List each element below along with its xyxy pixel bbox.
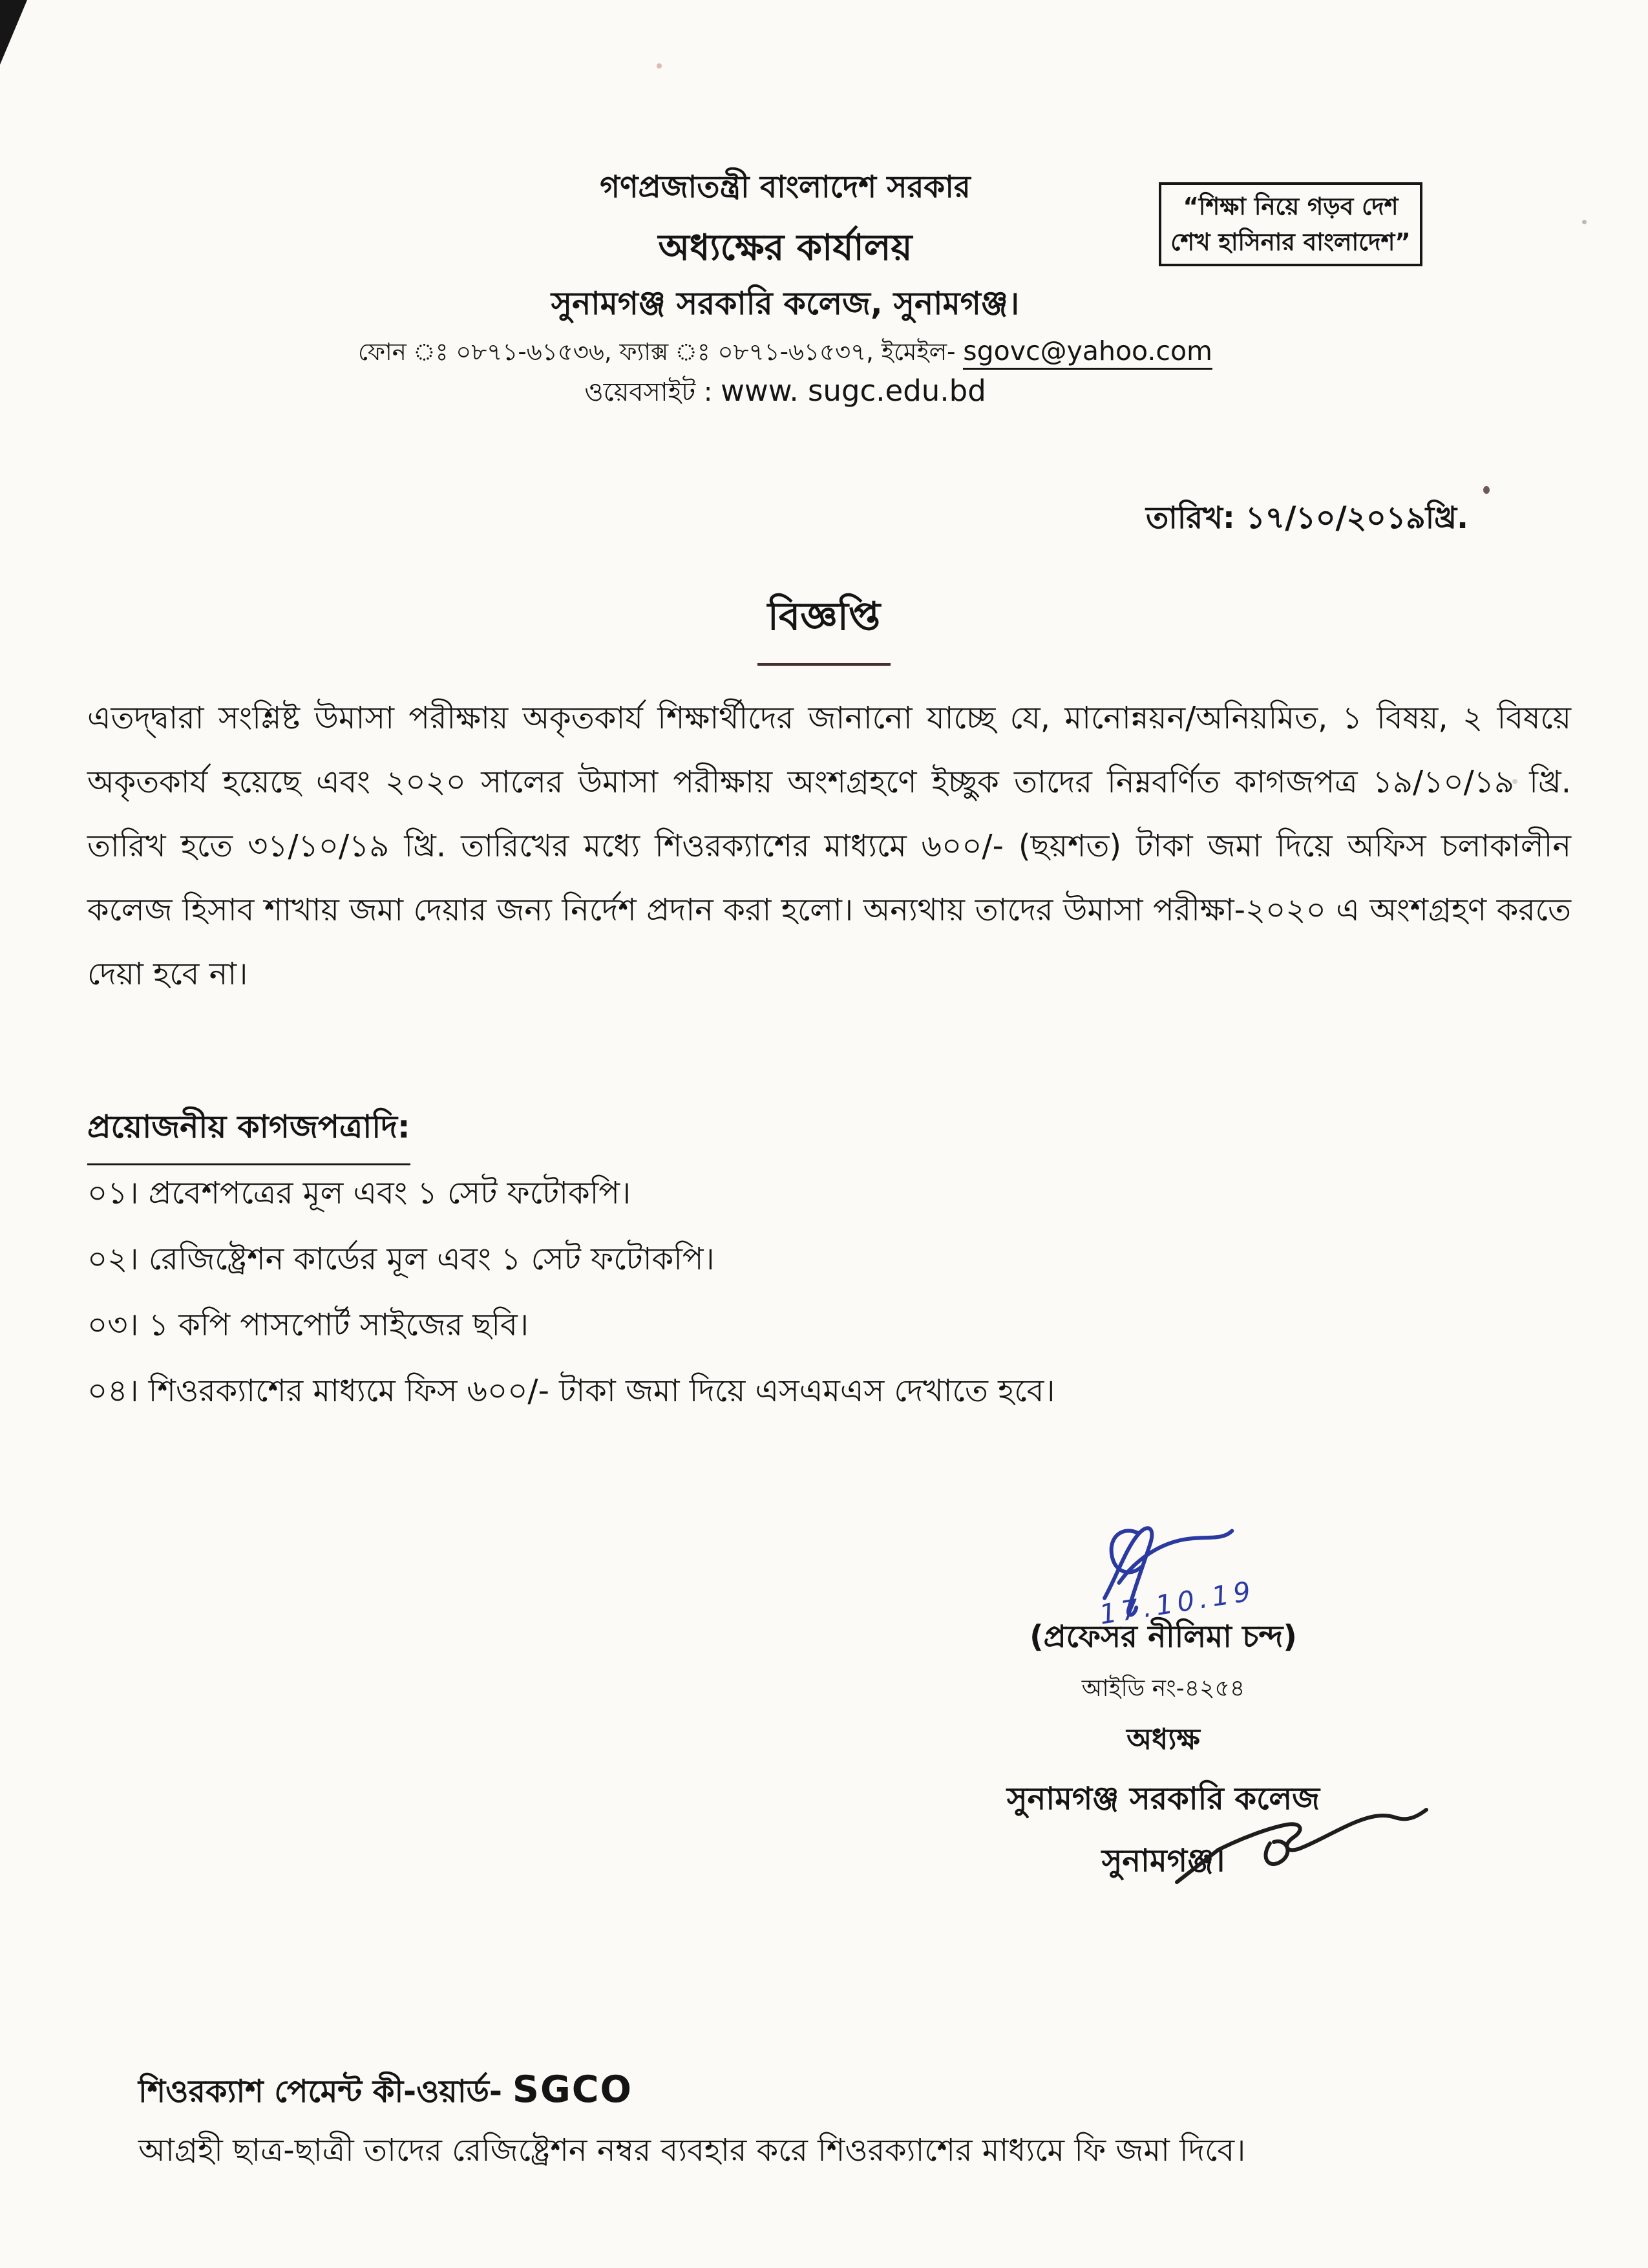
- document-item-3: ০৩। ১ কপি পাসপোর্ট সাইজের ছবি।: [87, 1307, 529, 1343]
- signer-id: আইডি নং-৪২৫৪: [1081, 1675, 1245, 1702]
- scan-corner-artifact: [0, 0, 27, 65]
- documents-heading: প্রয়োজনীয় কাগজপত্রাদি:: [87, 1103, 410, 1165]
- payment-keyword-value: SGCO: [512, 2068, 633, 2111]
- college-name: সুনামগঞ্জ সরকারি কলেজ, সুনামগঞ্জ।: [551, 285, 1020, 322]
- payment-keyword-line: [138, 2067, 633, 2114]
- phone-fax-text: ফোন ঃ ০৮৭১-৬১৫৩৬, ফ্যাক্স ঃ ০৮৭১-৬১৫৩৭, ইমেইল-: [358, 338, 964, 366]
- slogan-line-2: শেখ হাসিনার বাংলাদেশ”: [1170, 228, 1411, 256]
- slogan-line-1: “শিক্ষা নিয়ে গড়ব দেশ: [1183, 193, 1399, 220]
- office-name: অধ্যক্ষের কার্যালয়: [658, 227, 913, 269]
- email-address: sgovc@yahoo.com: [963, 335, 1212, 370]
- website-label: ওয়েবসাইট :: [584, 377, 721, 407]
- payment-instruction: আগ্রহী ছাত্র-ছাত্রী তাদের রেজিষ্ট্রেশন নম্বর ব্যবহার করে শিওরক্যাশের মাধ্যমে ফি জমা দিবে।: [138, 2132, 1246, 2168]
- scan-speck: [1483, 486, 1490, 494]
- signer-place-row: [924, 1841, 1402, 1881]
- signer-name: (প্রফেসর নীলিমা চন্দ): [1030, 1619, 1297, 1655]
- scan-speck: [1582, 220, 1587, 224]
- slogan-box: [1159, 182, 1422, 266]
- signer-place: সুনামগঞ্জ।: [1101, 1843, 1225, 1879]
- date-line: তারিখ: ১৭/১০/২০১৯খ্রি.: [1145, 500, 1468, 536]
- contact-line: [0, 335, 1570, 368]
- document-item-1: ০১। প্রবেশপত্রের মূল এবং ১ সেট ফটোকপি।: [87, 1175, 631, 1211]
- scan-speck: [657, 63, 662, 69]
- signer-organization: সুনামগঞ্জ সরকারি কলেজ: [1006, 1781, 1320, 1817]
- document-item-2: ০২। রেজিষ্ট্রেশন কার্ডের মূল এবং ১ সেট ফটোকপি।: [87, 1241, 715, 1277]
- handwritten-date: 17.10.19: [1097, 1574, 1258, 1631]
- government-name: গণপ্রজাতন্ত্রী বাংলাদেশ সরকার: [600, 169, 971, 205]
- notice-title: বিজ্ঞপ্তি: [757, 587, 891, 666]
- documents-list: [87, 1160, 1574, 1424]
- secondary-signature-icon: [1173, 1803, 1431, 1897]
- document-item-4: ০৪। শিওরক্যাশের মাধ্যমে ফিস ৬০০/- টাকা জমা দিয়ে এসএমএস দেখাতে হবে।: [87, 1373, 1055, 1409]
- website-url: www. sugc.edu.bd: [721, 374, 986, 408]
- notice-body: এতদ্দ্বারা সংশ্লিষ্ট উমাসা পরীক্ষায় অকৃতকার্য শিক্ষার্থীদের জানানো যাচ্ছে যে, মানোন্নয়ন/অনিয়মিত, ১ বিষয়, ২ বিষয়ে অকৃতকার্য হয়েছে এবং ২০২০ সালের উমাসা পরীক্ষায় অংশগ্রহণে ইচ্ছুক তাদের নিম্নবর্ণিত কাগজপত্র ১৯/১০/১৯ খ্রি. তারিখ হতে ৩১/১০/১৯ খ্রি. তারিখের মধ্যে শিওরক্যাশের মাধ্যমে ৬০০/- (ছয়শত) টাকা জমা দিয়ে অফিস চলাকালীন কলেজ হিসাব শাখায় জমা দেয়ার জন্য নির্দেশ প্রদান করা হলো। অন্যথায় তাদের উমাসা পরীক্ষা-২০২০ এ অংশগ্রহণ করতে দেয়া হবে না।: [87, 700, 1572, 992]
- signature-block: [924, 1617, 1402, 1881]
- payment-keyword-label: শিওরক্যাশ পেমেন্ট কী-ওয়ার্ড-: [138, 2073, 502, 2110]
- signer-designation: অধ্যক্ষ: [1126, 1722, 1200, 1756]
- website-line: [0, 374, 1570, 410]
